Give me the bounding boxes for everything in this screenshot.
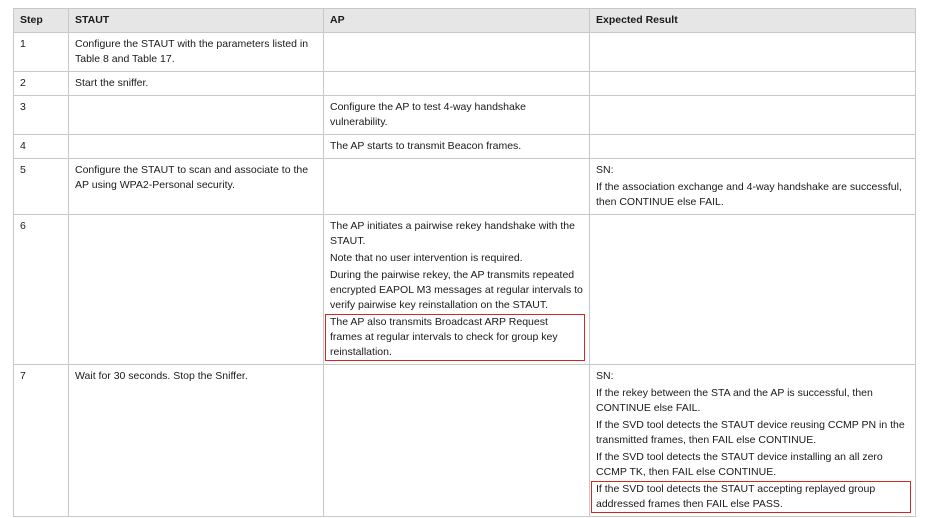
expected-cell xyxy=(590,365,916,517)
staut-cell: Configure the STAUT to scan and associate to the AP using WPA2-Personal security. xyxy=(69,159,324,215)
expected-cell xyxy=(590,135,916,159)
ap-cell xyxy=(324,72,590,96)
expected-cell xyxy=(590,72,916,96)
header-staut: STAUT xyxy=(69,9,324,33)
highlighted-expected-paragraph: If the SVD tool detects the STAUT accepting replayed group addressed frames then FAIL else PASS. xyxy=(592,482,910,512)
ap-paragraph: The AP starts to transmit Beacon frames. xyxy=(330,140,522,152)
step-number: 6 xyxy=(14,215,69,365)
ap-cell xyxy=(324,96,590,135)
header-step: Step xyxy=(14,9,69,33)
staut-cell: Start the sniffer. xyxy=(69,72,324,96)
header-expected-result: Expected Result xyxy=(590,9,916,33)
staut-cell xyxy=(69,96,324,135)
ap-cell xyxy=(324,135,590,159)
table-row xyxy=(14,215,916,365)
expected-paragraph: If the SVD tool detects the STAUT device reusing CCMP PN in the transmitted frames, then FAIL else CONTINUE. xyxy=(596,419,905,446)
table-row xyxy=(14,33,916,72)
test-steps-table xyxy=(13,8,916,517)
expected-cell xyxy=(590,159,916,215)
step-number: 2 xyxy=(14,72,69,96)
expected-paragraph: If the rekey between the STA and the AP is successful, then CONTINUE else FAIL. xyxy=(596,387,873,414)
expected-paragraph: SN: xyxy=(596,164,614,176)
header-ap: AP xyxy=(324,9,590,33)
ap-cell xyxy=(324,159,590,215)
table-row xyxy=(14,135,916,159)
step-number: 3 xyxy=(14,96,69,135)
expected-cell xyxy=(590,96,916,135)
highlighted-ap-paragraph: The AP also transmits Broadcast ARP Request frames at regular intervals to check for group key reinstallation. xyxy=(326,315,584,360)
table-row xyxy=(14,159,916,215)
staut-cell: Wait for 30 seconds. Stop the Sniffer. xyxy=(69,365,324,517)
staut-cell: Configure the STAUT with the parameters listed in Table 8 and Table 17. xyxy=(69,33,324,72)
staut-cell xyxy=(69,215,324,365)
step-number: 4 xyxy=(14,135,69,159)
step-number: 1 xyxy=(14,33,69,72)
ap-paragraph: Configure the AP to test 4-way handshake vulnerability. xyxy=(330,101,526,128)
step-number: 7 xyxy=(14,365,69,517)
step-number: 5 xyxy=(14,159,69,215)
table-row xyxy=(14,72,916,96)
ap-paragraph: Note that no user intervention is required. xyxy=(330,252,523,264)
expected-paragraph: If the association exchange and 4-way handshake are successful, then CONTINUE else FAIL. xyxy=(596,181,902,208)
table-row xyxy=(14,365,916,517)
staut-cell xyxy=(69,135,324,159)
expected-paragraph: SN: xyxy=(596,370,614,382)
expected-paragraph: If the SVD tool detects the STAUT device installing an all zero CCMP TK, then FAIL else CONTINUE. xyxy=(596,451,883,478)
ap-paragraph: During the pairwise rekey, the AP transmits repeated encrypted EAPOL M3 messages at regular intervals to verify pairwise key reinstallation on the STAUT. xyxy=(330,269,583,311)
ap-paragraph: The AP initiates a pairwise rekey handshake with the STAUT. xyxy=(330,220,575,247)
ap-cell xyxy=(324,33,590,72)
ap-cell xyxy=(324,215,590,365)
expected-cell xyxy=(590,33,916,72)
expected-cell xyxy=(590,215,916,365)
table-header-row xyxy=(14,9,916,33)
ap-cell xyxy=(324,365,590,517)
table-row xyxy=(14,96,916,135)
